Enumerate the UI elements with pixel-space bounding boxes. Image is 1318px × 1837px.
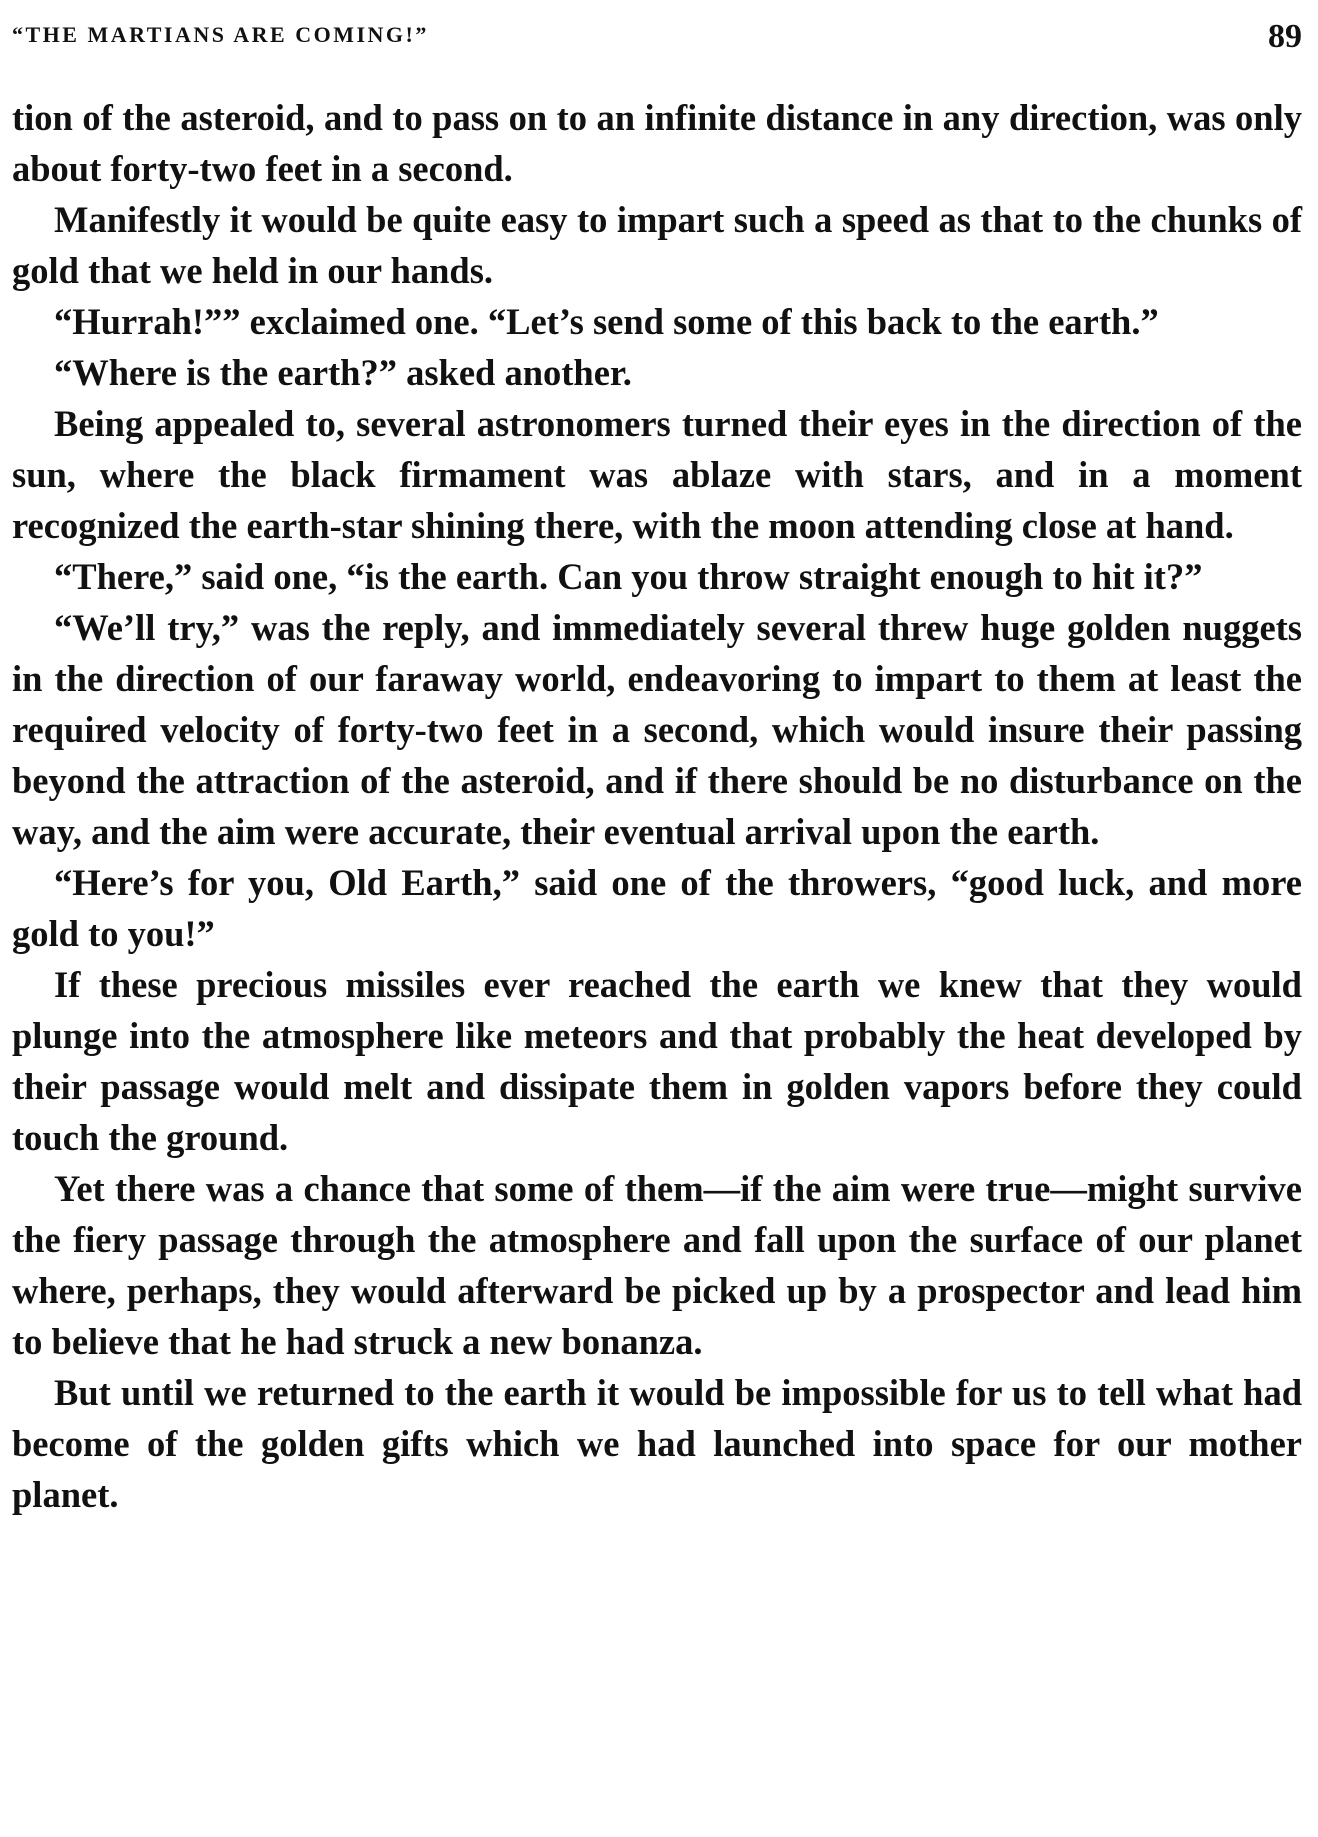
paragraph: “There,” said one, “is the earth. Can you throw straight enough to hit it?” [54,556,1203,597]
running-head [12,18,1302,58]
paragraph: If these precious missiles ever reached the earth we knew that they would plunge into the atmosphere like meteors and that probably the heat developed by their passage would melt and dissipate them in golden vapors before they could touch the ground. [12,964,1302,1158]
paragraph: “Here’s for you, Old Earth,” said one of the throwers, “good luck, and more gold to you!” [12,862,1302,954]
paragraph: But until we returned to the earth it would be impossible for us to tell what had become of the golden gifts which we had launched into space for our mother planet. [12,1372,1302,1515]
paragraph: Being appealed to, several astronomers turned their eyes in the direction of the sun, where the black firmament was ablaze with stars, and in a moment recognized the earth-star shining there, with the moon attending close at hand. [12,403,1302,546]
paragraph: Manifestly it would be quite easy to impart such a speed as that to the chunks of gold that we held in our hands. [12,199,1302,291]
paragraph-continued: tion of the asteroid, and to pass on to an infinite distance in any direction, was only about forty-two feet in a second. [12,97,1302,189]
body-text [12,92,1302,1520]
paragraph: “Where is the earth?” asked another. [54,352,632,393]
paragraph: “Hurrah!”” exclaimed one. “Let’s send some of this back to the earth.” [54,301,1159,342]
paragraph: “We’ll try,” was the reply, and immediately several threw huge golden nuggets in the direction of our faraway world, endeavoring to impart to them at least the required velocity of forty-two feet in a second, which would insure their passing beyond the attraction of the asteroid, and if there should be no disturbance on the way, and the aim were accurate, their eventual arrival upon the earth. [12,607,1302,852]
paragraph: Yet there was a chance that some of them—if the aim were true—might survive the fiery passage through the atmosphere and fall upon the surface of our planet where, perhaps, they would afterward be picked up by a prospector and lead him to believe that he had struck a new bonanza. [12,1168,1302,1362]
running-title: “THE MARTIANS ARE COMING!” [12,22,429,47]
page-number: 89 [1268,18,1302,55]
